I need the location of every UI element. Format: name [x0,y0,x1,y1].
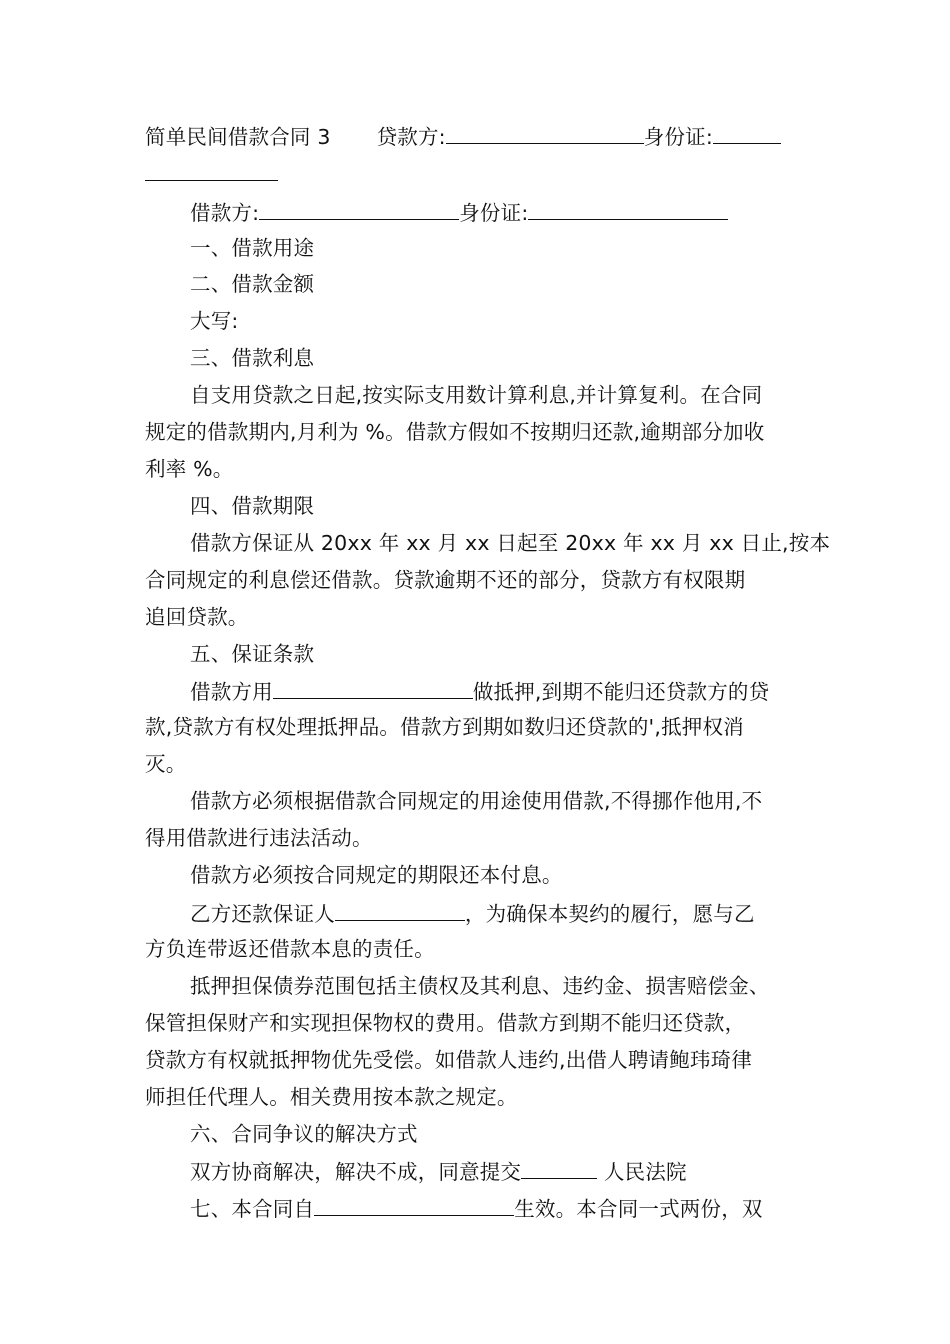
borrower-id-label: 身份证: [459,201,529,225]
lender-id-label: 身份证: [643,125,713,149]
section-2-heading: 二、借款金额 [190,272,315,296]
guarantor-pre: 乙方还款保证人 [190,902,335,926]
borrower-id-blank [528,197,728,220]
lender-id-continuation [145,158,815,188]
guarantor-blank [335,898,465,921]
guarantor-para-line-2: 方负连带返还借款本息的责任。 [145,937,435,961]
dispute-pre: 双方协商解决，解决不成，同意提交 [190,1160,522,1184]
effective-post: 生效。本合同一式两份，双 [514,1197,763,1221]
collateral-pre: 借款方用 [190,680,273,704]
term-para-line-3: 追回贷款。 [145,605,249,629]
title-line [145,121,815,151]
effective-pre: 七、本合同自 [190,1197,315,1221]
term-para-line-2: 合同规定的利息偿还借款。贷款逾期不还的部分，贷款方有权限期 [145,568,746,592]
lender-id-blank-part1 [713,121,781,144]
interest-para-line-3: 利率 %。 [145,457,234,481]
dispute-post: 人民法院 [597,1160,687,1184]
guarantor-post: ，为确保本契约的履行，愿与乙 [464,902,755,926]
section-1-heading: 一、借款用途 [190,236,315,260]
section-7-line-1 [190,1193,860,1223]
dispute-para-line-1 [190,1156,860,1186]
borrower-label: 借款方: [190,201,260,225]
effective-date-blank [314,1193,514,1216]
interest-para-line-2: 规定的借款期内,月利为 %。借款方假如不按期归还款,逾期部分加收 [145,420,765,444]
collateral-para-line-2: 款,贷款方有权处理抵押品。借款方到期如数归还贷款的',抵押权消 [145,715,744,739]
borrower-name-blank [259,197,459,220]
scope-para-line-2: 保管担保财产和实现担保物权的费用。借款方到期不能归还贷款， [145,1011,746,1035]
interest-para-line-1: 自支用贷款之日起,按实际支用数计算利息,并计算复利。在合同 [190,383,763,407]
scope-para-line-4: 师担任代理人。相关费用按本款之规定。 [145,1085,518,1109]
section-5-heading: 五、保证条款 [190,642,315,666]
section-4-heading: 四、借款期限 [190,494,315,518]
amount-in-words-label: 大写: [190,309,239,333]
collateral-para-line-1 [190,676,860,706]
collateral-post: 做抵押,到期不能归还贷款方的贷 [472,680,770,704]
term-para-line-1: 借款方保证从 20xx 年 xx 月 xx 日起至 20xx 年 xx 月 xx 日止,按本 [190,531,831,555]
lender-id-blank-part2 [145,158,278,181]
court-blank [521,1156,597,1179]
document-title: 简单民间借款合同 3 [145,125,331,149]
section-3-heading: 三、借款利息 [190,346,315,370]
collateral-para-line-3: 灭。 [145,752,187,776]
guarantor-para-line-1 [190,898,860,928]
lender-label: 贷款方: [376,125,446,149]
usage-para-line-2: 得用借款进行违法活动。 [145,826,373,850]
scope-para-line-1: 抵押担保债券范围包括主债权及其利息、违约金、损害赔偿金、 [190,974,770,998]
section-6-heading: 六、合同争议的解决方式 [190,1122,418,1146]
scope-para-line-3: 贷款方有权就抵押物优先受偿。如借款人违约,出借人聘请鲍玮琦律 [145,1048,753,1072]
lender-name-blank [446,121,644,144]
collateral-blank [273,676,473,699]
borrower-line [190,197,860,227]
usage-para-line-1: 借款方必须根据借款合同规定的用途使用借款,不得挪作他用,不 [190,789,763,813]
repayment-para-line-1: 借款方必须按合同规定的期限还本付息。 [190,863,563,887]
